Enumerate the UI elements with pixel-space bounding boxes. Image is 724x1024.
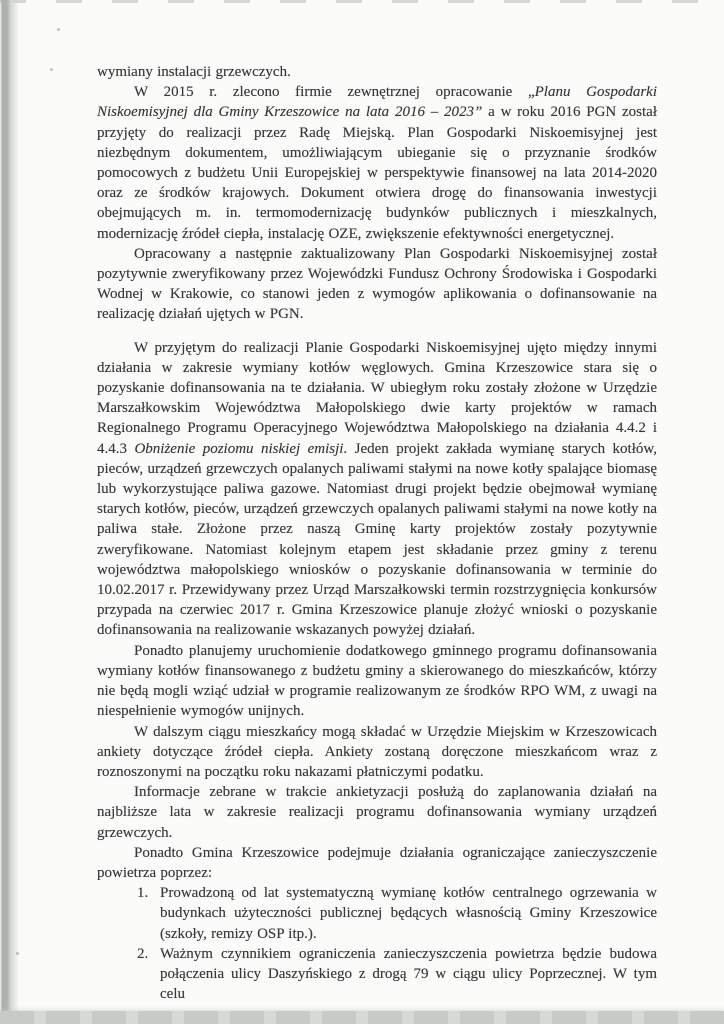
text-segment: W dalszym ciągu mieszkańcy mogą składać w Urzędzie Miejskim w Krzeszowicach ankiety dotyczące źródeł ciepła. Ankiety zostaną doręczone mieszkańcom wraz z roznoszonymi na początku roku nakazami płatniczymi podatku.: [97, 723, 657, 780]
scan-edge-left: [0, 0, 20, 1024]
italic-text-segment: Planu Gospodarki Niskoemisyjnej dla Gminy Krzeszowice na lata 2016 – 2023”: [97, 84, 657, 121]
paragraph: [97, 722, 657, 783]
paragraph: [97, 244, 657, 325]
text-segment: Ważnym czynnikiem ograniczenia zanieczyszczenia powietrza będzie budowa połączenia ulicy Daszyńskiego z drogą 79 w ciągu ulicy Poprzecznej. W tym celu: [160, 945, 657, 1003]
paragraph: [97, 782, 657, 843]
text-segment: W 2015 r. zlecono firmie zewnętrznej opracowanie „: [134, 84, 535, 101]
scan-speck: [57, 28, 60, 31]
scan-speck: [16, 952, 19, 955]
text-segment: Informacje zebrane w trakcie ankietyzacji posłużą do zaplanowania działań na najbliższe lata w zakresie realizacji programu dofinansowania wymiany urządzeń grzewczych.: [97, 784, 657, 841]
text-segment: Prowadzoną od lat systematyczną wymianę kotłów centralnego ogrzewania w budynkach użyteczności publicznej będących własnością Gminy Krzeszowice (szkoły, remizy OSP itp.).: [160, 885, 657, 942]
text-segment: W przyjętym do realizacji Planie Gospodarki Niskoemisyjnej ujęto między innymi działania w zakresie wymiany kotłów węglowych. Gmina Krzeszowice stara się o pozyskanie dofinansowania na te działania. W ubiegłym roku zostały złożone w Urzędzie Marszałkowskim Województwa Małopolskiego dwie karty projektów w ramach Regionalnego Programu Operacyjnego Województwa Małopolskiego na działania 4.4.2 i 4.4.3: [97, 339, 657, 457]
list-item-text: [160, 946, 657, 1002]
scan-speck: [50, 68, 53, 71]
italic-text-segment: Obniżenie poziomu niskiej emisji: [134, 440, 344, 457]
text-segment: Opracowany a następnie zaktualizowany Plan Gospodarki Niskoemisyjnej został pozytywnie zweryfikowany przez Wojewódzki Fundusz Ochrony Środowiska i Gospodarki Wodnej w Krakowie, co stanowi jeden z wymogów aplikowania o dofinansowanie na realizację działań ujętych w PGN.: [97, 245, 657, 323]
list-item-number: 2.: [137, 945, 149, 962]
document-body: [97, 62, 657, 1004]
text-segment: a w roku 2016 PGN został przyjęty do realizacji przez Radę Miejską. Plan Gospodarki Niskoemisyjnej jest niezbędnym dokumentem, umożliwiającym ubieganie się o przyznanie środków pomocowych z budżetu Unii Europejskiej w perspektywie finansowej na lata 2014-2020 oraz ze środków krajowych. Dokument otwiera drogę do finansowania inwestycji obejmujących m. in. termomodernizację budynków publicznych i mieszkalnych, modernizację źródeł ciepła, instalację OZE, zwiększenie efektywności energetycznej.: [97, 104, 657, 242]
text-segment: Ponadto planujemy uruchomienie dodatkowego gminnego programu dofinansowania wymiany kotłów finansowanego z budżetu gminy a skierowanego do mieszkańców, którzy nie będą mogli wziąć udział w programie realizowanym ze środków RPO WM, z uwagi na niespełnienie wymogów unijnych.: [97, 642, 657, 720]
paragraph: [97, 82, 657, 244]
list-item-text: [160, 885, 657, 941]
scan-edge-top: [0, 0, 724, 3]
paragraph: [97, 338, 657, 641]
scan-edge-bottom: [0, 1011, 724, 1024]
list-item-number: 1.: [137, 885, 149, 902]
text-segment: . Jeden projekt zakłada wymianę starych kotłów, pieców, urządzeń grzewczych opalanych paliwami stałymi na nowe kotły spalające biomasę lub wykorzystujące paliwa gazowe. Natomiast drugi projekt będzie obejmował wymianę starych kotłów, pieców, urządzeń grzewczych opalanych paliwami stałymi na nowe kotły na paliwa stałe. Złożone przez naszą Gminę karty projektów zostały pozytywnie zweryfikowane. Natomiast kolejnym etapem jest składanie przez gminy z terenu województwa małopolskiego wniosków o pozyskanie dofinansowania w terminie do 10.02.2017 r. Przewidywany przez Urząd Marszałkowski termin rozstrzygnięcia konkursów przypada na czerwiec 2017 r. Gmina Krzeszowice planuje złożyć wnioski o pozyskanie dofinansowania na realizowanie wskazanych powyżej działań.: [97, 440, 657, 639]
text-segment: Ponadto Gmina Krzeszowice podejmuje działania ograniczające zanieczyszczenie powietrza poprzez:: [97, 844, 657, 881]
numbered-list-item: [97, 883, 657, 944]
paragraph: [97, 843, 657, 883]
numbered-list-item: [97, 944, 657, 1005]
paragraph: [97, 641, 657, 722]
paragraph: [97, 62, 657, 82]
text-segment: wymiany instalacji grzewczych.: [97, 64, 291, 80]
